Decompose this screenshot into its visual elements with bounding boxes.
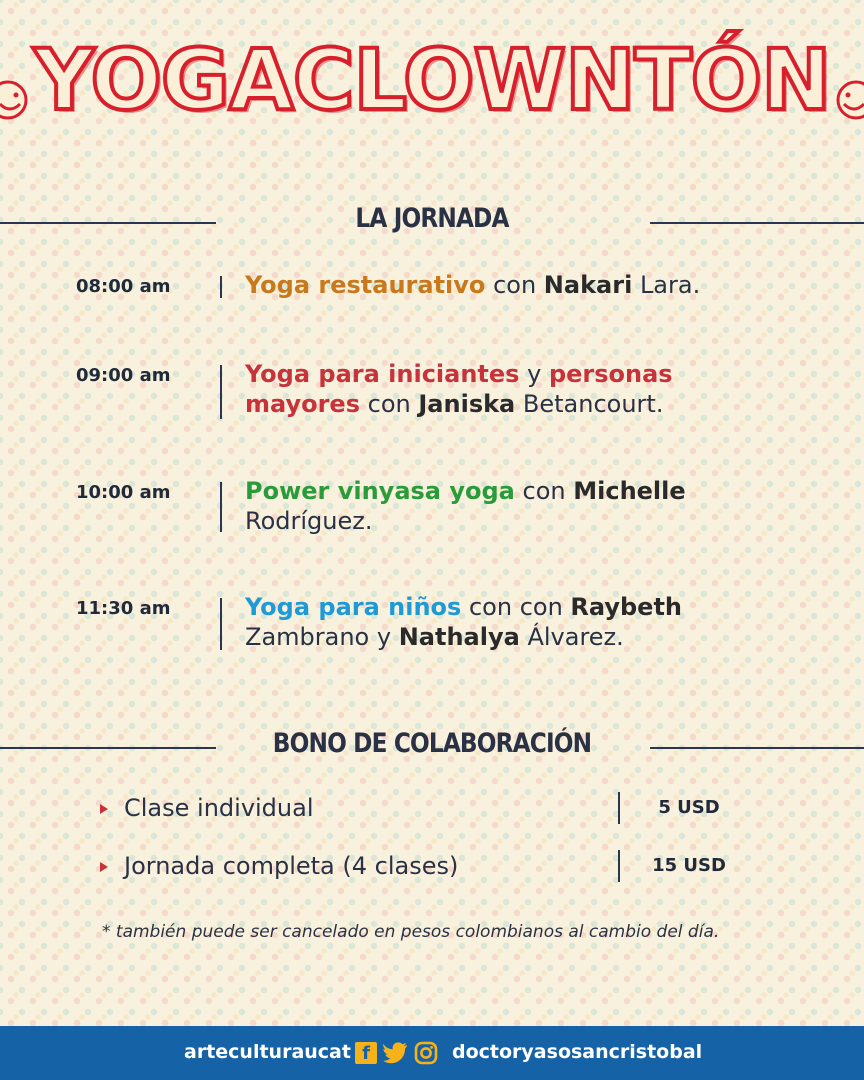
price-item [0, 852, 864, 886]
divider [650, 747, 864, 749]
activity-name: Yoga para iniciantes [245, 360, 520, 388]
instructor-last-name: Rodríguez. [245, 507, 373, 535]
price-label: Clase individual [124, 794, 314, 822]
activity-name: Power vinyasa yoga [245, 477, 515, 505]
activity-name: personas mayores [245, 360, 673, 418]
connector-text: con [367, 390, 411, 418]
instructor-last-name: Álvarez. [527, 623, 624, 651]
price-value: 5 USD [658, 797, 720, 818]
divider [220, 482, 222, 532]
connector-text: con con [468, 593, 563, 621]
price-label: Jornada completa (4 clases) [124, 852, 459, 880]
schedule-section-header [0, 203, 864, 243]
schedule-description [245, 476, 765, 536]
instructor-first-name: Nathalya [398, 623, 520, 651]
instructor-first-name: Nakari [543, 271, 633, 299]
schedule-time: 09:00 am [76, 365, 171, 386]
schedule-time: 08:00 am [76, 276, 171, 297]
instructor-last-name: Lara. [639, 271, 701, 299]
twitter-icon[interactable] [382, 1040, 410, 1066]
instructor-first-name: Raybeth [570, 593, 683, 621]
connector-text: y [527, 360, 542, 388]
social-handle[interactable]: arteculturaucat [184, 1041, 351, 1063]
footnote: * también puede ser cancelado en pesos colombianos al cambio del día. [102, 922, 720, 942]
social-handle[interactable]: doctoryasosancristobal [452, 1041, 703, 1063]
schedule-heading: LA JORNADA [355, 203, 509, 234]
schedule-time: 11:30 am [76, 598, 171, 619]
schedule-description [245, 359, 765, 419]
schedule-description [245, 270, 765, 300]
bullet-arrow-icon [100, 804, 108, 814]
schedule-description [245, 592, 765, 652]
pricing-heading: BONO DE COLABORACIÓN [272, 728, 592, 759]
divider [650, 222, 864, 224]
instructor-last-name: Zambrano y [245, 623, 392, 651]
divider [618, 850, 620, 882]
connector-text: con [522, 477, 566, 505]
schedule-time: 10:00 am [76, 482, 171, 503]
activity-name: Yoga restaurativo [245, 271, 486, 299]
bullet-arrow-icon [100, 862, 108, 872]
price-item [0, 794, 864, 828]
divider [220, 276, 222, 298]
page-title: YOGACLOWNTÓN [33, 31, 831, 129]
facebook-icon[interactable]: f [352, 1040, 380, 1066]
instructor-first-name: Michelle [573, 477, 686, 505]
divider [220, 365, 222, 419]
pricing-section-header [0, 728, 864, 768]
divider [618, 792, 620, 824]
instructor-last-name: Betancourt. [522, 390, 664, 418]
activity-name: Yoga para niños [245, 593, 462, 621]
footer-bar [0, 1026, 864, 1080]
price-value: 15 USD [652, 855, 726, 876]
social-icons [352, 1040, 440, 1066]
connector-text: con [493, 271, 537, 299]
instructor-first-name: Janiska [418, 390, 516, 418]
smiley-icon [834, 78, 864, 122]
divider [220, 598, 222, 650]
instagram-icon[interactable] [412, 1040, 440, 1066]
